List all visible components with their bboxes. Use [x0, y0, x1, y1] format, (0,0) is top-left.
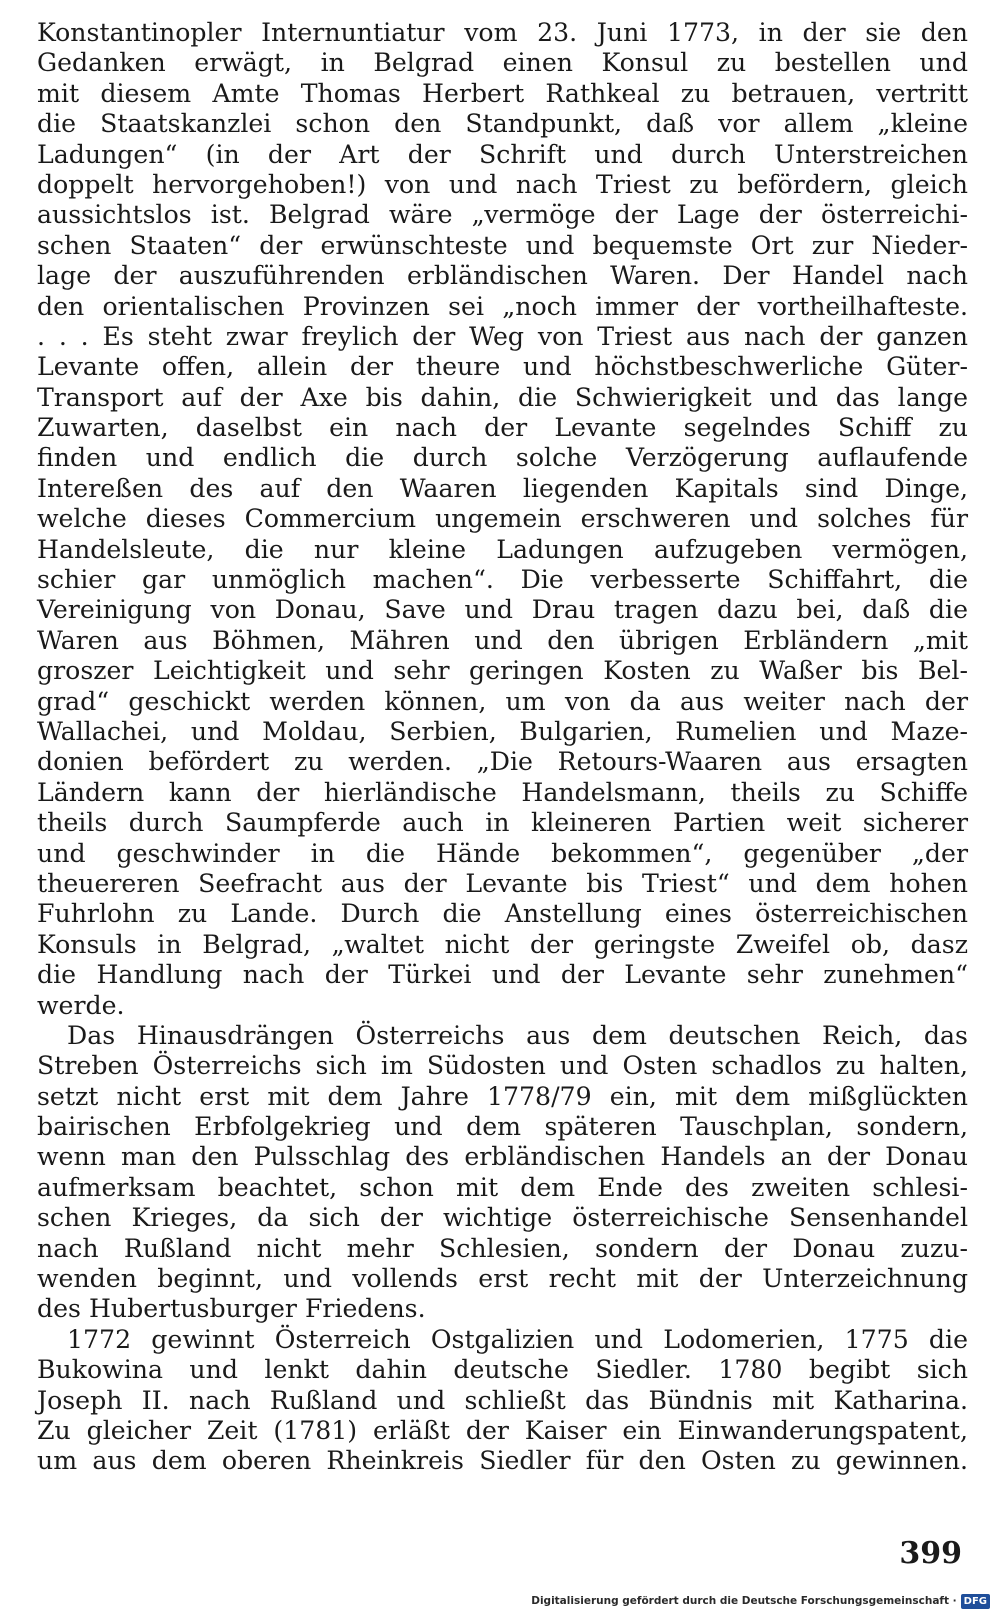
text-line: welche dieses Commercium ungemein erschweren und solches für — [37, 504, 968, 534]
text-line: wenn man den Pulsschlag des erbländischen Handels an der Donau — [37, 1142, 968, 1172]
text-line: nach Rußland nicht mehr Schlesien, sondern der Donau zuzu- — [37, 1233, 968, 1263]
text-line: 1772 gewinnt Österreich Ostgalizien und Lodomerien, 1775 die — [67, 1324, 968, 1354]
text-line: Ländern kann der hierländische Handelsmann, theils zu Schiffe — [37, 777, 968, 807]
text-line: Joseph II. nach Rußland und schließt das Bündnis mit Katharina. — [37, 1385, 968, 1415]
text-line: Bukowina und lenkt dahin deutsche Siedler. 1780 begibt sich — [37, 1355, 968, 1385]
text-line: Handelsleute, die nur kleine Ladungen aufzugeben vermögen, — [37, 534, 968, 564]
text-line: Das Hinausdrängen Österreichs aus dem deutschen Reich, das — [67, 1020, 968, 1050]
text-line: . . . Es steht zwar freylich der Weg von Triest aus nach der ganzen — [37, 321, 968, 351]
text-line: Gedanken erwägt, in Belgrad einen Konsul zu bestellen und — [37, 48, 968, 78]
paragraph-2 — [37, 1021, 968, 1325]
text-line: Konstantinopler Internuntiatur vom 23. Juni 1773, in der sie den — [37, 18, 968, 47]
text-line: des Hubertusburger Friedens. — [37, 1294, 426, 1324]
text-line: Zu gleicher Zeit (1781) erläßt der Kaiser ein Einwanderungspatent, — [37, 1415, 968, 1445]
text-line: wenden beginnt, und vollends erst recht mit der Unterzeichnung — [37, 1264, 968, 1294]
text-line: Zuwarten, daselbst ein nach der Levante segelndes Schiff zu — [37, 413, 968, 443]
digitization-footer — [531, 1592, 990, 1610]
text-line: grad“ geschickt werden können, um von da aus weiter nach der — [37, 686, 968, 716]
text-line: groszer Leichtigkeit und sehr geringen Kosten zu Waßer bis Bel- — [37, 656, 968, 686]
text-line: Transport auf der Axe bis dahin, die Schwierigkeit und das lange — [37, 382, 968, 412]
text-line: setzt nicht erst mit dem Jahre 1778/79 ein, mit dem mißglückten — [37, 1081, 968, 1111]
text-line: finden und endlich die durch solche Verzögerung auflaufende — [37, 443, 968, 473]
text-line: theuereren Seefracht aus der Levante bis Triest“ und dem hohen — [37, 868, 968, 898]
text-line: lage der auszuführenden erbländischen Waren. Der Handel nach — [37, 261, 968, 291]
text-line: donien befördert zu werden. „Die Retours-Waaren aus ersagten — [37, 747, 968, 777]
text-line: Intereßen des auf den Waaren liegenden Kapitals sind Dinge, — [37, 473, 968, 503]
paragraph-1 — [37, 18, 968, 1021]
text-line: Konsuls in Belgrad, „waltet nicht der geringste Zweifel ob, dasz — [37, 929, 968, 959]
text-line: um aus dem oberen Rheinkreis Siedler für den Osten zu gewinnen. — [37, 1446, 968, 1476]
text-line: theils durch Saumpferde auch in kleineren Partien weit sicherer — [37, 808, 968, 838]
text-line: den orientalischen Provinzen sei „noch immer der vortheilhafteste. — [37, 291, 968, 321]
text-line: bairischen Erbfolgekrieg und dem späteren Tauschplan, sondern, — [37, 1112, 968, 1142]
text-line: die Staatskanzlei schon den Standpunkt, daß vor allem „kleine — [37, 109, 968, 139]
dfg-logo-icon: DFG — [961, 1594, 990, 1609]
text-line: schen Krieges, da sich der wichtige österreichische Sensenhandel — [37, 1203, 968, 1233]
text-line: und geschwinder in die Hände bekommen“, gegenüber „der — [37, 838, 968, 868]
text-line: Ladungen“ (in der Art der Schrift und durch Unterstreichen — [37, 139, 968, 169]
text-line: schen Staaten“ der erwünschteste und bequemste Ort zur Nieder- — [37, 230, 968, 260]
text-line: aussichtslos ist. Belgrad wäre „vermöge der Lage der österreichi- — [37, 200, 968, 230]
text-line: die Handlung nach der Türkei und der Levante sehr zunehmen“ — [37, 960, 968, 990]
body-text — [37, 18, 968, 1477]
text-line: mit diesem Amte Thomas Herbert Rathkeal zu betrauen, vertritt — [37, 78, 968, 108]
text-line: aufmerksam beachtet, schon mit dem Ende des zweiten schlesi- — [37, 1172, 968, 1202]
text-line: Vereinigung von Donau, Save und Drau tragen dazu bei, daß die — [37, 595, 968, 625]
page-number: 399 — [899, 1536, 962, 1571]
text-line: schier gar unmöglich machen“. Die verbesserte Schiffahrt, die — [37, 565, 968, 595]
text-line: Fuhrlohn zu Lande. Durch die Anstellung eines österreichischen — [37, 899, 968, 929]
text-line: doppelt hervorgehoben!) von und nach Triest zu befördern, gleich — [37, 169, 968, 199]
text-line: Streben Österreichs sich im Südosten und Osten schadlos zu halten, — [37, 1051, 968, 1081]
text-line: werde. — [37, 990, 125, 1020]
paragraph-3 — [37, 1325, 968, 1477]
text-line: Waren aus Böhmen, Mähren und den übrigen Erbländern „mit — [37, 625, 968, 655]
text-line: Wallachei, und Moldau, Serbien, Bulgarien, Rumelien und Maze- — [37, 716, 968, 746]
text-line: Levante offen, allein der theure und höchstbeschwerliche Güter- — [37, 352, 968, 382]
footer-credit: Digitalisierung gefördert durch die Deutsche Forschungsgemeinschaft · — [531, 1595, 957, 1607]
